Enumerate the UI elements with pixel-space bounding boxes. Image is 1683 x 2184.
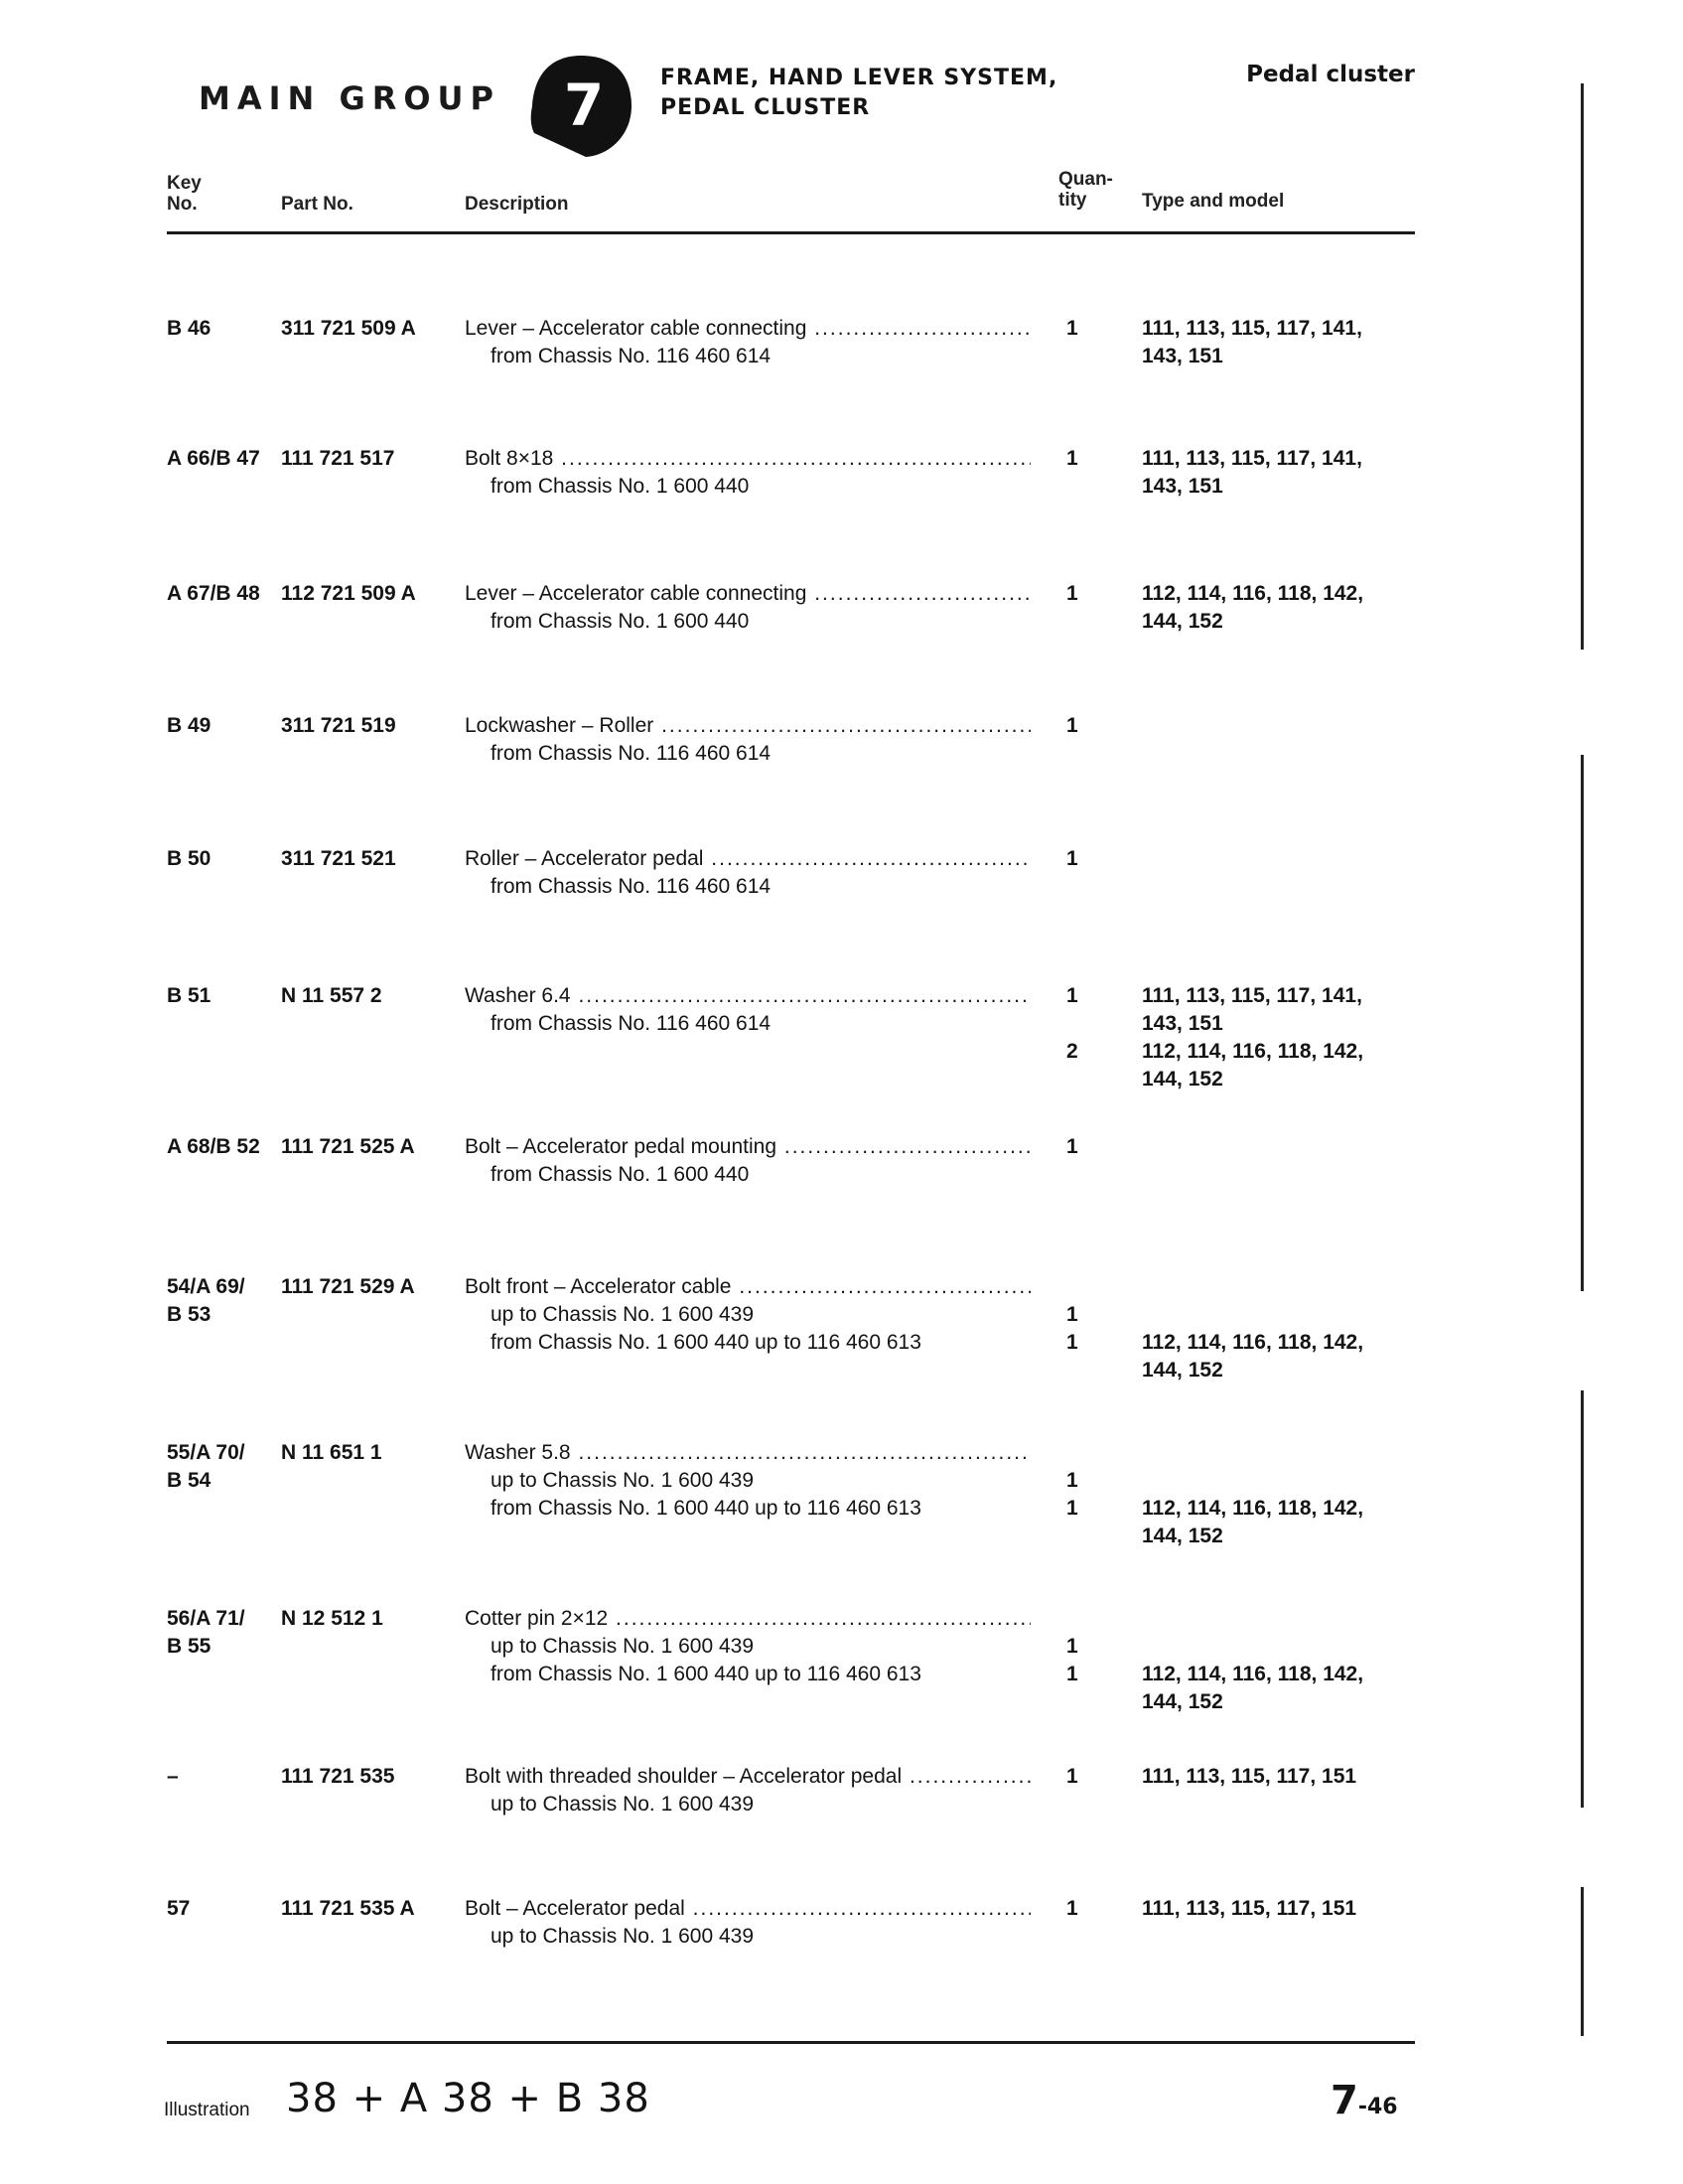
quantity-line: 1	[1066, 847, 1078, 870]
description-title: Cotter pin 2×12 .....	[465, 1605, 1031, 1633]
type-and-model	[1142, 1605, 1363, 1716]
model-line: 143, 151	[1142, 475, 1223, 498]
quantity-line: 1	[1066, 1765, 1078, 1788]
description-title: Bolt 8×18 .....	[465, 445, 1031, 473]
quantity-line	[1066, 1688, 1102, 1716]
description-note: from Chassis No. 1 600 440 up to 116 460 613	[491, 1331, 921, 1354]
description-note: up to Chassis No. 1 600 439	[491, 1635, 755, 1658]
illustration-label: Illustration	[164, 2100, 250, 2120]
description	[465, 1605, 1031, 1688]
key-number-line: A 67/B 48	[167, 582, 260, 605]
quantity-line: 1	[1066, 1469, 1078, 1492]
model-line: 112, 114, 116, 118, 142,	[1142, 1497, 1364, 1520]
col-header-quantity: Quan- tity	[1058, 169, 1113, 211]
key-number	[167, 982, 278, 1010]
model-line: 144, 152	[1142, 1525, 1223, 1547]
model-line: 143, 151	[1142, 345, 1223, 367]
model-line: 112, 114, 116, 118, 142,	[1142, 1040, 1364, 1063]
quantity-line: 1	[1066, 317, 1078, 340]
description-note: up to Chassis No. 1 600 439	[491, 1925, 755, 1948]
key-number-line: B 50	[167, 847, 211, 870]
quantity-line	[1066, 1605, 1102, 1633]
description-note: from Chassis No. 1 600 440	[491, 1163, 750, 1186]
quantity-line: 2	[1066, 1040, 1078, 1063]
model-line: 111, 113, 115, 117, 151	[1142, 1897, 1357, 1920]
key-number-line: –	[167, 1765, 179, 1788]
description-note: up to Chassis No. 1 600 439	[491, 1303, 755, 1326]
description-note: from Chassis No. 116 460 614	[491, 345, 771, 367]
description-title: Washer 6.4 .....	[465, 982, 1031, 1010]
model-line	[1142, 1791, 1356, 1819]
description-note: up to Chassis No. 1 600 439	[491, 1469, 755, 1492]
part-number: 111 721 535	[281, 1765, 395, 1788]
key-number	[167, 445, 278, 473]
description-note: from Chassis No. 116 460 614	[491, 742, 771, 765]
quantity	[1066, 1273, 1102, 1384]
quantity-line	[1066, 473, 1102, 501]
model-line: 144, 152	[1142, 1359, 1223, 1382]
header-rule	[167, 231, 1415, 234]
group-title-line1: FRAME, HAND LEVER SYSTEM,	[660, 66, 1058, 90]
type-and-model	[1142, 982, 1363, 1093]
type-and-model	[1142, 845, 1148, 901]
model-line	[1142, 1605, 1363, 1633]
footer-rule	[167, 2041, 1415, 2044]
model-line: 144, 152	[1142, 610, 1223, 633]
description-title: Washer 5.8 .....	[465, 1439, 1031, 1467]
description	[465, 845, 1031, 901]
quantity	[1066, 315, 1102, 370]
part-number: N 11 557 2	[281, 984, 382, 1007]
description	[465, 580, 1031, 636]
key-number-line: B 46	[167, 317, 211, 340]
key-number-line: 57	[167, 1897, 191, 1920]
key-number-line: A 66/B 47	[167, 447, 260, 470]
key-number	[167, 1439, 278, 1495]
model-line: 143, 151	[1142, 1012, 1223, 1035]
type-and-model	[1142, 1273, 1363, 1384]
description	[465, 1439, 1031, 1523]
type-and-model	[1142, 1439, 1363, 1550]
group-title	[660, 64, 1057, 123]
quantity-line	[1066, 740, 1102, 768]
quantity-line: 1	[1066, 582, 1078, 605]
key-number	[167, 1895, 278, 1923]
binder-edge-mark	[1581, 755, 1584, 1291]
description	[465, 315, 1031, 370]
type-and-model	[1142, 445, 1362, 501]
quantity-line: 1	[1066, 984, 1078, 1007]
model-line: 111, 113, 115, 117, 141,	[1142, 317, 1362, 340]
part-number: 111 721 517	[281, 447, 395, 470]
description-note: from Chassis No. 116 460 614	[491, 1012, 771, 1035]
quantity	[1066, 445, 1102, 501]
description-title: Roller – Accelerator pedal .....	[465, 845, 1031, 873]
quantity	[1066, 1133, 1102, 1189]
key-number-line: 55/A 70/	[167, 1441, 245, 1464]
key-number-line: B 54	[167, 1469, 211, 1492]
quantity-line: 1	[1066, 1135, 1078, 1158]
quantity-line: 1	[1066, 1303, 1078, 1326]
col-header-model: Type and model	[1142, 191, 1285, 212]
key-number	[167, 315, 278, 343]
model-line: 111, 113, 115, 117, 141,	[1142, 447, 1362, 470]
quantity-line	[1066, 1273, 1102, 1301]
description	[465, 1273, 1031, 1357]
part-number: 111 721 529 A	[281, 1275, 415, 1298]
quantity-line	[1066, 1161, 1102, 1189]
quantity-line: 1	[1066, 447, 1078, 470]
part-number: 311 721 519	[281, 714, 396, 737]
description-title: Bolt – Accelerator pedal .....	[465, 1895, 1031, 1923]
model-line	[1142, 740, 1148, 768]
description	[465, 1763, 1031, 1819]
quantity	[1066, 1439, 1102, 1550]
quantity	[1066, 1605, 1102, 1716]
model-line	[1142, 1633, 1363, 1661]
col-header-key: Key No.	[167, 173, 202, 215]
type-and-model	[1142, 1895, 1356, 1951]
description	[465, 712, 1031, 768]
quantity-line: 1	[1066, 1635, 1078, 1658]
type-and-model	[1142, 1133, 1148, 1189]
description-note: from Chassis No. 116 460 614	[491, 875, 771, 898]
part-number: N 11 651 1	[281, 1441, 382, 1464]
key-number	[167, 1763, 278, 1791]
description-title: Bolt front – Accelerator cable .....	[465, 1273, 1031, 1301]
key-number-line: B 53	[167, 1303, 211, 1326]
key-number	[167, 845, 278, 873]
description-note: from Chassis No. 1 600 440	[491, 475, 750, 498]
model-line: 112, 114, 116, 118, 142,	[1142, 582, 1364, 605]
type-and-model	[1142, 1763, 1356, 1819]
quantity-line: 1	[1066, 1331, 1078, 1354]
description-title: Lever – Accelerator cable connecting .....	[465, 580, 1031, 608]
key-number	[167, 580, 278, 608]
model-line: 144, 152	[1142, 1068, 1223, 1091]
part-number: N 12 512 1	[281, 1607, 383, 1630]
illustration-refs: 38 + A 38 + B 38	[286, 2076, 650, 2121]
model-line	[1142, 1301, 1363, 1329]
quantity-line	[1066, 873, 1102, 901]
quantity	[1066, 1895, 1102, 1951]
quantity-line	[1066, 1923, 1102, 1951]
group-number-badge	[526, 52, 635, 161]
model-line	[1142, 845, 1148, 873]
key-number-line: 56/A 71/	[167, 1607, 245, 1630]
group-number: 7	[563, 72, 605, 139]
quantity-line	[1066, 608, 1102, 636]
main-group-label: MAIN GROUP	[199, 79, 500, 117]
binder-edge-mark	[1581, 1887, 1584, 2036]
quantity	[1066, 580, 1102, 636]
model-line	[1142, 873, 1148, 901]
quantity-line	[1066, 1066, 1102, 1093]
type-and-model	[1142, 712, 1148, 768]
model-line	[1142, 1439, 1363, 1467]
col-header-part: Part No.	[281, 194, 353, 215]
description-note: up to Chassis No. 1 600 439	[491, 1793, 755, 1816]
quantity-line	[1066, 1439, 1102, 1467]
page-number: 7-46	[1331, 2078, 1398, 2123]
key-number-line: B 51	[167, 984, 211, 1007]
quantity-line: 1	[1066, 714, 1078, 737]
description-note: from Chassis No. 1 600 440 up to 116 460 613	[491, 1497, 921, 1520]
binder-edge-mark	[1581, 83, 1584, 650]
description	[465, 1895, 1031, 1951]
key-number-line: B 49	[167, 714, 211, 737]
description-title: Bolt – Accelerator pedal mounting .....	[465, 1133, 1031, 1161]
quantity-line	[1066, 1523, 1102, 1550]
model-line	[1142, 1273, 1363, 1301]
model-line: 112, 114, 116, 118, 142,	[1142, 1663, 1364, 1685]
quantity	[1066, 845, 1102, 901]
model-line: 111, 113, 115, 117, 151	[1142, 1765, 1357, 1788]
type-and-model	[1142, 580, 1363, 636]
key-number-line: 54/A 69/	[167, 1275, 245, 1298]
description-title: Lockwasher – Roller .....	[465, 712, 1031, 740]
description-note: from Chassis No. 1 600 440	[491, 610, 750, 633]
description-note: from Chassis No. 1 600 440 up to 116 460 613	[491, 1663, 921, 1685]
key-number	[167, 1273, 278, 1329]
quantity-line	[1066, 343, 1102, 370]
description-title: Lever – Accelerator cable connecting .....	[465, 315, 1031, 343]
quantity-line	[1066, 1791, 1102, 1819]
key-number	[167, 1605, 278, 1661]
section-title: Pedal cluster	[1246, 62, 1415, 87]
quantity-line: 1	[1066, 1497, 1078, 1520]
model-line	[1142, 1923, 1356, 1951]
part-number: 112 721 509 A	[281, 582, 416, 605]
type-and-model	[1142, 315, 1362, 370]
part-number: 311 721 509 A	[281, 317, 416, 340]
quantity-line: 1	[1066, 1663, 1078, 1685]
key-number-line: A 68/B 52	[167, 1135, 260, 1158]
quantity-line	[1066, 1357, 1102, 1384]
binder-edge-mark	[1581, 1390, 1584, 1808]
model-line	[1142, 1161, 1148, 1189]
key-number	[167, 712, 278, 740]
part-number: 111 721 525 A	[281, 1135, 415, 1158]
quantity	[1066, 712, 1102, 768]
model-line: 144, 152	[1142, 1690, 1223, 1713]
model-line	[1142, 1467, 1363, 1495]
quantity-line	[1066, 1010, 1102, 1038]
description	[465, 982, 1031, 1038]
key-number-line: B 55	[167, 1635, 211, 1658]
group-title-line2: PEDAL CLUSTER	[660, 95, 871, 120]
quantity	[1066, 1763, 1102, 1819]
model-line	[1142, 1133, 1148, 1161]
key-number	[167, 1133, 278, 1161]
model-line: 111, 113, 115, 117, 141,	[1142, 984, 1362, 1007]
description	[465, 1133, 1031, 1189]
description	[465, 445, 1031, 501]
quantity-line: 1	[1066, 1897, 1078, 1920]
col-header-description: Description	[465, 194, 569, 215]
quantity	[1066, 982, 1102, 1093]
model-line: 112, 114, 116, 118, 142,	[1142, 1331, 1364, 1354]
model-line	[1142, 712, 1148, 740]
part-number: 311 721 521	[281, 847, 396, 870]
description-title: Bolt with threaded shoulder – Accelerator pedal .....	[465, 1763, 1031, 1791]
part-number: 111 721 535 A	[281, 1897, 415, 1920]
